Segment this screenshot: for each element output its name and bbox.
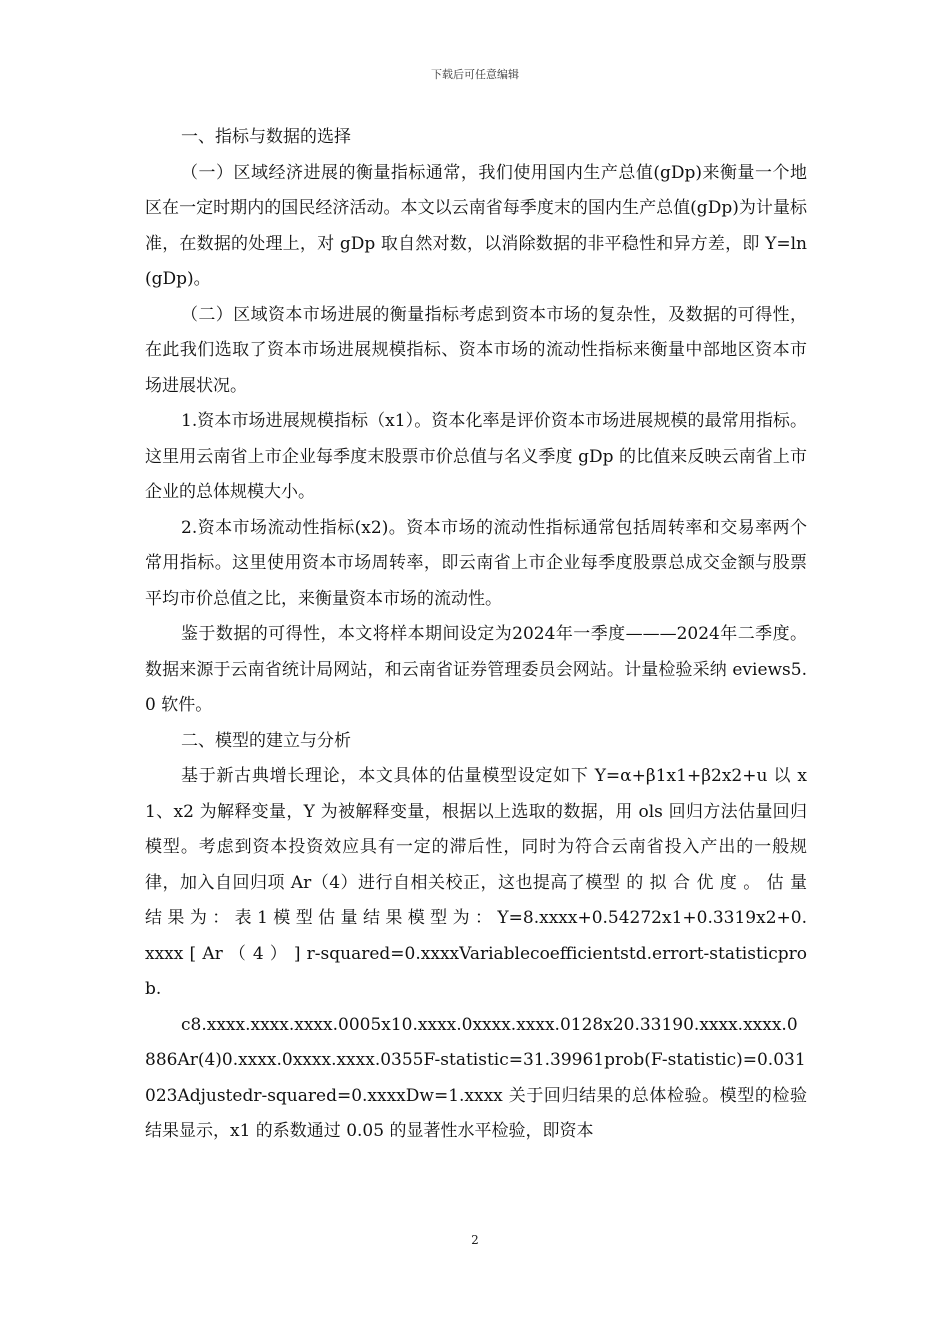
- section-heading-2: 二、模型的建立与分析: [181, 730, 351, 751]
- paragraph-model-setup: 基于新古典增长理论，本文具体的估量模型设定如下 Y=α+β1x1+β2x2+u 以 x1、x2 为解释变量，Y 为被解释变量，根据以上选取的数据，用 ols 回归方法估量回归模型。考虑到资本投资效应具有一定的滞后性，同时为符合云南省投入产出的一般规律，加入自回归项 Ar（4）进行自相关校正，这也提高了模型 的 拟 合 优 度 。 估 量 结 果 为 ： 表 1 模 型 估 量 结 果 模 型 为 ： Y=8.xxxx+0.54272x1+0.3319x2+0.xxxx [ Ar （ 4 ） ] r-squared=0.xxxxVariablecoefficientstd.errort-statisticprob.: [145, 766, 807, 999]
- paragraph-liquidity-indicator: 2.资本市场流动性指标(x2)。资本市场的流动性指标通常包括周转率和交易率两个常用指标。这里使用资本市场周转率，即云南省上市企业每季度股票总成交金额与股票平均市价总值之比，来衡量资本市场的流动性。: [145, 517, 807, 609]
- document-body: [145, 120, 807, 1150]
- paragraph-scale-indicator: 1.资本市场进展规模指标（x1）。资本化率是评价资本市场进展规模的最常用指标。这里用云南省上市企业每季度末股票市价总值与名义季度 gDp 的比值来反映云南省上市企业的总体规模大小。: [145, 411, 807, 502]
- page-number: 2: [471, 1233, 479, 1247]
- paragraph-capital-market-indicator: （二）区域资本市场进展的衡量指标考虑到资本市场的复杂性，及数据的可得性，在此我们选取了资本市场进展规模指标、资本市场的流动性指标来衡量中部地区资本市场进展状况。: [145, 304, 807, 396]
- paragraph-gdp-indicator: （一）区域经济进展的衡量指标通常，我们使用国内生产总值(gDp)来衡量一个地区在一定时期内的国民经济活动。本文以云南省每季度末的国内生产总值(gDp)为计量标准，在数据的处理上，对 gDp 取自然对数，以消除数据的非平稳性和异方差，即 Y=ln(gDp)。: [145, 162, 807, 289]
- page-header: 下载后可任意编辑: [431, 68, 519, 81]
- paragraph-regression-results: c8.xxxx.xxxx.xxxx.0005x10.xxxx.0xxxx.xxxx.0128x20.33190.xxxx.xxxx.0886Ar(4)0.xxxx.0xxxx.xxxx.0355F-statistic=31.39961prob(F-statistic)=0.031023Adjustedr-squared=0.xxxxDw=1.xxxx 关于回归结果的总体检验。模型的检验结果显示，x1 的系数通过 0.05 的显著性水平检验，即资本: [145, 1014, 807, 1141]
- section-heading-1: 一、指标与数据的选择: [181, 127, 351, 147]
- paragraph-sample-period: 鉴于数据的可得性，本文将样本期间设定为2024年一季度———2024年二季度。数据来源于云南省统计局网站，和云南省证券管理委员会网站。计量检验采纳 eviews5.0 软件。: [145, 624, 807, 715]
